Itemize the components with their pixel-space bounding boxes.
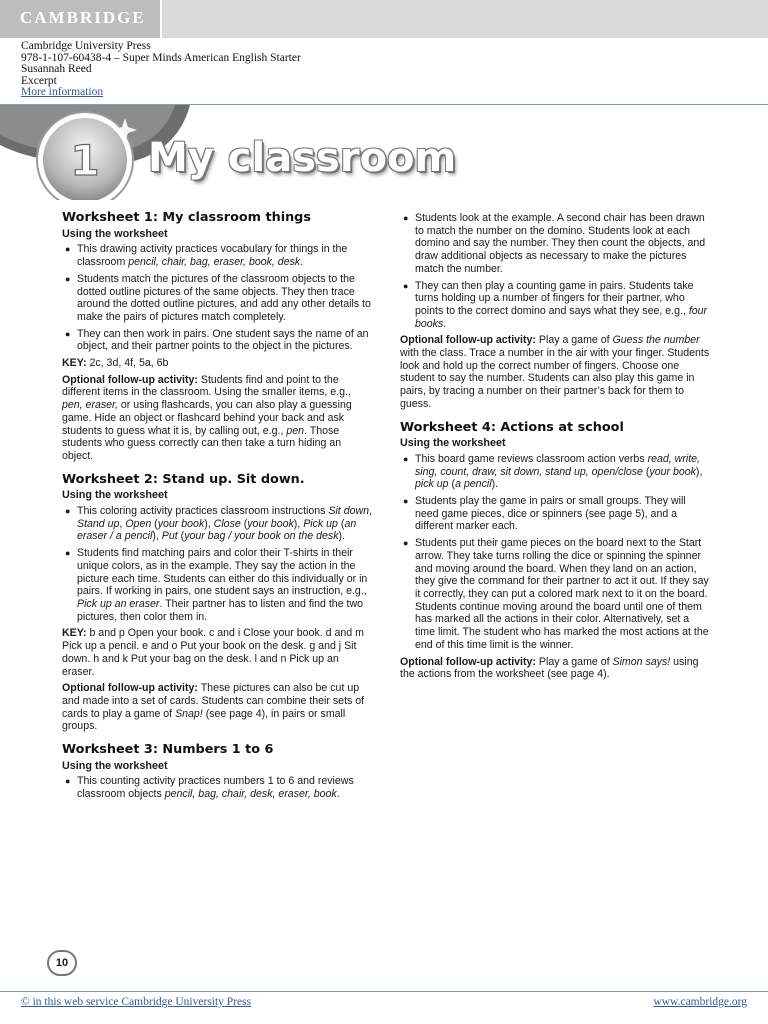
worksheet-1-heading: Worksheet 1: My classroom things (62, 210, 311, 225)
bullet-icon: ● (65, 506, 71, 517)
bullet-icon: ● (403, 280, 409, 291)
worksheet-3-heading: Worksheet 3: Numbers 1 to 6 (62, 742, 274, 758)
list-item: ● This coloring activity practices classroom instructions Sit down, Stand up, Open (your book), Close (your book), Pick up (an eraser / a pencil), Put (your bag / your book on the desk). (65, 505, 372, 543)
worksheet-4-section (400, 419, 712, 681)
list-item: ● Students look at the example. A second chair has been drawn to match the number on the domino. Students look at each domino and say the number. They then count the objects, and draw additional objects as necessary to make the pictures match the number. (403, 212, 706, 275)
bullet-icon: ● (65, 776, 71, 787)
bullet-icon: ● (403, 213, 409, 223)
answer-key: KEY: b and p Open your book. c and i Close your book. d and m Pick up a pencil. e and o Put your book on the desk. g and j Sit down. h and k Put your bag on the desk. l and n Pick up an eraser. (62, 627, 364, 678)
list-item: ● This drawing activity practices vocabulary for things in the classroom pencil, chair, bag, eraser, book, desk. (65, 243, 348, 269)
bullet-icon: ● (65, 548, 71, 559)
author: Susannah Reed (21, 63, 92, 76)
more-information-link[interactable]: More information (21, 86, 104, 99)
follow-up-activity: Optional follow-up activity: Students find and point to the different items in the classroom. Using the smaller items, e.g., pen, eraser, or using flashcards, you can also play a guessing game. Hide an object or flashcard behind your back and ask students to guess what it is, by calling out, e.g., pen. Those students who guess correctly can then take a turn hiding an object. (62, 373, 352, 462)
list-item: ● Students match the pictures of the classroom objects to the dotted outline pictures of the same objects. They then trace around the dotted outline pictures, and add any other details to make the pairs of pictures match completely. (65, 272, 371, 323)
unit-title: My classroom (148, 135, 457, 181)
list-item: ● They can then work in pairs. One student says the name of an object, and their partner points to the object in the pictures. (65, 327, 369, 353)
worksheet-1-section (62, 212, 374, 463)
follow-up-activity: Optional follow-up activity: These pictures can also be cut up and made into a set of cards. Students can combine their sets of cards to play a game of Snap! (see page 4), in pairs or small groups. (62, 682, 365, 733)
unit-number: 1 (70, 136, 100, 185)
footer-website[interactable] (653, 996, 747, 1008)
worksheet-1-subheading: Using the worksheet (62, 227, 168, 240)
list-item: ● Students put their game pieces on the board next to the Start arrow. They take turns rolling the dice or spinning the spinner and moving around the board. When they land on an action, they give the command for their partner to act it out. If they say it correctly, they can put a colored mark next to it on the board. Students continue moving around the board until one of them has marked all the actions in their color. Alternatively, set a time limit. The student who has marked the most actions at the end of this time limit is the winner. (403, 537, 709, 651)
list-item: ● They can then play a counting game in pairs. Students take turns holding up a number of fingers for their partner, who points to the correct domino and says what they see, e.g., four books. (403, 279, 708, 330)
bullet-icon: ● (65, 273, 71, 284)
right-column (400, 212, 712, 692)
isbn-line: 978-1-107-60438-4 – Super Minds American English Starter (21, 51, 301, 64)
left-column (62, 212, 374, 812)
excerpt-label: Excerpt (21, 74, 57, 87)
worksheet-4-subheading: Using the worksheet (400, 437, 506, 450)
cambridge-logo (0, 0, 162, 38)
worksheet-3-subheading: Using the worksheet (62, 759, 168, 772)
bullet-icon: ● (403, 453, 409, 464)
publisher: Cambridge University Press (21, 40, 151, 52)
top-bar (0, 0, 768, 38)
worksheet-3-section (62, 744, 374, 801)
worksheet-2-subheading: Using the worksheet (62, 489, 168, 502)
bullet-icon: ● (65, 244, 71, 255)
worksheet-3-continued (400, 212, 712, 411)
page-number: 10 (47, 950, 77, 976)
answer-key: KEY: 2c, 3d, 4f, 5a, 6b (62, 357, 169, 370)
worksheet-4-heading: Worksheet 4: Actions at school (400, 419, 624, 435)
worksheet-2-heading: Worksheet 2: Stand up. Sit down. (62, 471, 305, 487)
list-item: ● This board game reviews classroom action verbs read, write, sing, count, draw, sit down, stand up, open/close (your book), pick up (a pencil). (403, 452, 703, 491)
bullet-icon: ● (403, 538, 409, 549)
list-item: ● Students play the game in pairs or small groups. They will need game pieces, dice or spinners (see page 5), and a different marker each. (403, 495, 686, 533)
book-meta (21, 41, 301, 99)
bullet-icon: ● (65, 328, 71, 339)
worksheet-2-section (62, 471, 374, 733)
brand-text: CAMBRIDGE (20, 8, 146, 27)
list-item: ● Students find matching pairs and color their T-shirts in their unique colors, as in the example. They say the action in the picture each time. Students can either do this individually or in pairs. If working in pairs, one student says an instruction, e.g., Pick up an eraser. Their partner has to listen and find the two pictures, then color them in. (65, 547, 368, 623)
copyright-link[interactable]: © in this web service Cambridge University Press (21, 996, 252, 1008)
footer-copyright[interactable] (21, 996, 251, 1008)
bullet-icon: ● (403, 496, 409, 507)
follow-up-activity: Optional follow-up activity: Play a game of Simon says! using the actions from the worksheet (see page 4). (400, 655, 699, 681)
follow-up-activity: Optional follow-up activity: Play a game of Guess the number with the class. Trace a number in the air with your finger. Students look and hold up the correct number of fingers. Choose one student to say the number. Students can also play this game in pairs, by tracing a number on their partner’s back for them to guess. (400, 334, 710, 410)
website-link[interactable]: www.cambridge.org (653, 996, 747, 1008)
footer-divider (0, 991, 768, 992)
list-item: ● This counting activity practices numbers 1 to 6 and reviews classroom objects pencil, bag, chair, desk, eraser, book. (65, 775, 354, 801)
